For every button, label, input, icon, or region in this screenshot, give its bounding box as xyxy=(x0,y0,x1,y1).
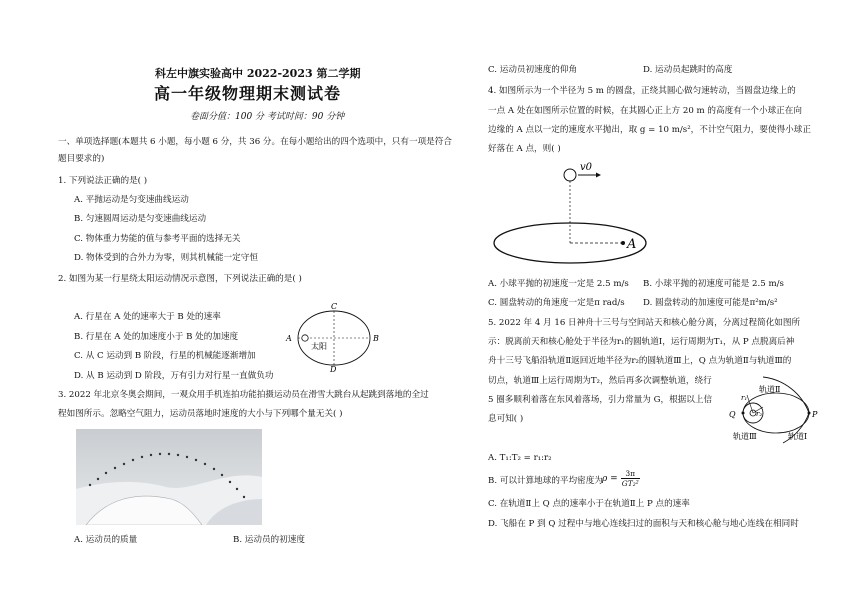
orbit1-label: 轨道Ⅰ xyxy=(788,432,808,441)
planet-orbit-diagram xyxy=(283,300,381,372)
q5-option-c: C. 在轨道Ⅱ上 Q 点的速率小于在轨道Ⅱ上 P 点的速率 xyxy=(488,499,690,509)
q3-option-d: D. 运动员起跳时的高度 xyxy=(643,65,733,75)
q4-option-a: A. 小球平抛的初速度一定是 2.5 m/s xyxy=(488,279,629,289)
point-p-dot xyxy=(808,412,811,415)
ball xyxy=(564,169,576,181)
orbit3-label: 轨道Ⅲ xyxy=(733,432,757,441)
q2-option-c: C. 从 C 运动到 B 阶段，行星的机械能逐渐增加 xyxy=(74,351,256,361)
q4-option-c: C. 圆盘转动的角速度一定是π rad/s xyxy=(488,298,625,308)
q5-option-d: D. 飞船在 P 到 Q 过程中与地心连线扫过的面积与天和核心舱与地心连线在相同时 xyxy=(488,519,799,529)
q3-stem-line1: 3. 2022 年北京冬奥会期间，一观众用手机连拍功能拍摄运动员在滑雪大跳台从起跳到落地的全过 xyxy=(58,390,429,400)
section-intro-line1: 一、单项选择题(本题共 6 小题，每小题 6 分，共 36 分。在每小题给出的四个选项中，只有一项是符合 xyxy=(58,137,452,147)
point-c-label: C xyxy=(331,302,338,311)
q1-option-c: C. 物体重力势能的值与参考平面的选择无关 xyxy=(74,234,241,244)
q5-stem-line5: 5 圈多顺利着落在东风着落场，引力常量为 G，根据以上信 xyxy=(488,395,713,405)
q1-stem: 1. 下列说法正确的是( ) xyxy=(58,176,148,186)
exam-meta: 卷面分值：100 分 考试时间：90 分钟 xyxy=(190,112,345,122)
sun-marker xyxy=(302,335,308,341)
orbit-transfer-diagram xyxy=(723,373,833,445)
q5-stem-line4: 切点，轨道Ⅲ上运行周期为T₂，然后再多次调整轨道，绕行 xyxy=(488,376,712,386)
point-q-dot xyxy=(742,412,745,415)
point-p-label: P xyxy=(812,410,818,419)
point-d-label: D xyxy=(330,365,337,372)
q4-option-b: B. 小球平抛的初速度可能是 2.5 m/s xyxy=(643,279,784,289)
q4-stem-line2: 一点 A 处在如图所示位置的时候，在其圆心正上方 20 m 的高度有一个小球正在向 xyxy=(488,106,802,116)
q5-stem-line1: 5. 2022 年 4 月 16 日神舟十三号与空间站天和核心舱分离，分离过程简化如图所 xyxy=(488,318,801,328)
density-fraction xyxy=(621,469,640,488)
ski-jump-photo xyxy=(76,429,262,525)
q3-option-b: B. 运动员的初速度 xyxy=(233,535,305,545)
q1-option-b: B. 匀速圆周运动是匀变速曲线运动 xyxy=(74,214,207,224)
density-rho: ρ = xyxy=(602,473,618,484)
q5-option-a: A. T₁:T₂ = r₁:r₂ xyxy=(488,453,552,463)
q4-stem-line3: 边缘的 A 点以一定的速度水平抛出，取 g = 10 m/s²，不计空气阻力，要使得小球正 xyxy=(488,125,811,135)
q4-option-d: D. 圆盘转动的加速度可能是π²m/s² xyxy=(643,298,778,308)
v0-label: v0 xyxy=(580,162,593,173)
r1-label: r₁ xyxy=(741,394,748,402)
q3-stem-line2: 程如图所示。忽略空气阻力，运动员落地时速度的大小与下列哪个量无关( ) xyxy=(58,409,343,419)
density-formula xyxy=(602,469,640,488)
point-a-label: A xyxy=(286,334,292,343)
orbit1-arc xyxy=(763,377,809,413)
section-intro-line2: 题目要求的) xyxy=(58,154,105,164)
q1-option-a: A. 平抛运动是匀变速曲线运动 xyxy=(74,195,189,205)
point-q-label: Q xyxy=(729,410,736,419)
q1-option-d: D. 物体受到的合外力为零，则其机械能一定守恒 xyxy=(74,253,258,263)
q2-option-a: A. 行星在 A 处的速率大于 B 处的速率 xyxy=(74,312,221,322)
q2-option-d: D. 从 B 运动到 D 阶段，万有引力对行星一直做负功 xyxy=(74,371,274,381)
velocity-arrowhead xyxy=(596,173,601,178)
fraction-denominator: GT₂² xyxy=(621,479,639,488)
q5-stem-line3: 舟十三号飞船沿轨道Ⅱ返回近地半径为r₂的圆轨道Ⅲ上，Q 点为轨道Ⅱ与轨道Ⅲ的 xyxy=(488,356,792,366)
disk-projectile-diagram xyxy=(492,158,672,268)
q5-stem-line6: 息可知( ) xyxy=(488,414,524,424)
exam-title: 高一年级物理期末测试卷 xyxy=(154,84,342,103)
orbit2-label: 轨道Ⅱ xyxy=(759,385,781,394)
point-a-dot xyxy=(621,241,625,245)
point-b-label: B xyxy=(373,334,379,343)
school-header: 科左中旗实验高中 2022-2023 第二学期 xyxy=(155,67,361,80)
sun-label: 太阳 xyxy=(311,342,327,351)
q4-stem-line1: 4. 如图所示为一个半径为 5 m 的圆盘，正绕其圆心做匀速转动，当圆盘边缘上的 xyxy=(488,86,796,96)
q3-option-c: C. 运动员初速度的仰角 xyxy=(488,65,578,75)
q2-stem: 2. 如图为某一行星绕太阳运动情况示意图，下列说法正确的是( ) xyxy=(58,274,302,284)
q4-stem-line4: 好落在 A 点，则( ) xyxy=(488,144,561,154)
q5-option-b: B. 可以计算地球的平均密度为 xyxy=(488,476,603,486)
r2-label: r₂ xyxy=(756,410,763,418)
point-a-label: A xyxy=(627,237,637,252)
q5-stem-line2: 示：脱离前天和核心舱处于半径为r₁的圆轨道Ⅰ，运行周期为T₁，从 P 点脱离后神 xyxy=(488,337,795,347)
fraction-numerator: 3π xyxy=(625,469,636,478)
q2-option-b: B. 行星在 A 处的加速度小于 B 处的加速度 xyxy=(74,332,239,342)
q3-option-a: A. 运动员的质量 xyxy=(74,535,138,545)
